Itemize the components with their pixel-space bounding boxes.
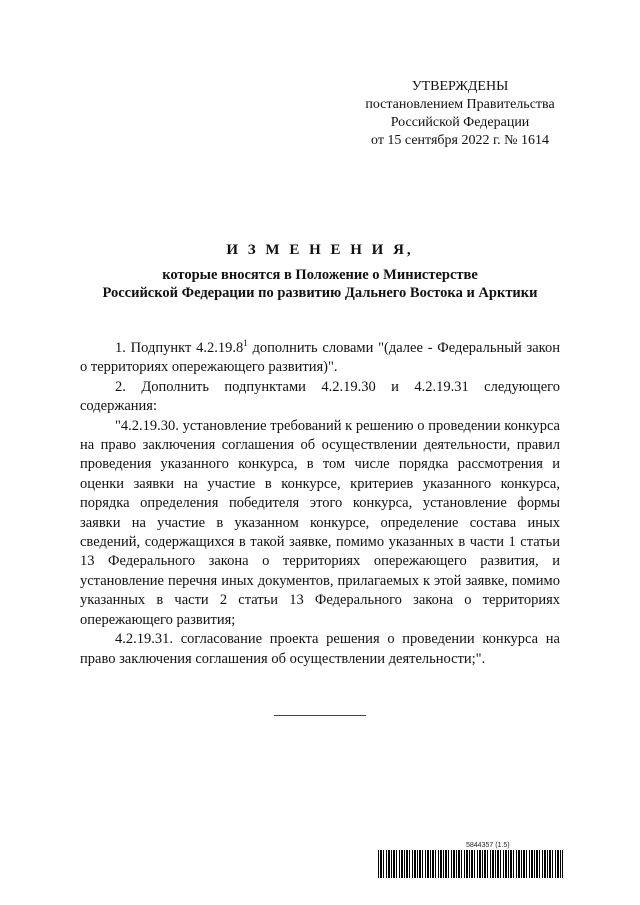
barcode — [378, 850, 563, 878]
approval-decree: постановлением Правительства — [365, 97, 555, 112]
paragraph-2: 2. Дополнить подпунктами 4.2.19.30 и 4.2.19.31 следующего содержания: — [80, 378, 560, 415]
approval-date-number: от 15 сентября 2022 г. № 1614 — [371, 133, 549, 148]
paragraph-1-start: 1. Подпункт 4.2.19.8 — [115, 340, 244, 356]
document-title: И З М Е Н Е Н И Я, — [226, 242, 414, 258]
paragraph-4: 4.2.19.31. согласование проекта решения о проведении конкурса на право заключения соглашения об осуществлении деятельности;". — [80, 631, 560, 667]
document-subtitle — [0, 266, 640, 302]
approval-authority: Российской Федерации — [390, 115, 530, 130]
superscript: 1 — [243, 338, 248, 348]
end-divider — [274, 715, 366, 716]
paragraph-1 — [80, 339, 560, 378]
approval-title: УТВЕРЖДЕНЫ — [411, 79, 509, 94]
approval-block — [330, 78, 590, 150]
barcode-number: 5844357 (1.5) — [466, 842, 510, 849]
paragraph-1-end: дополнить словами "(далее - Федеральный закон о территориях опережающего развития)". — [80, 340, 560, 376]
subtitle-line-1: которые вносятся в Положение о Министерстве — [162, 267, 478, 283]
subtitle-line-2: Российской Федерации по развитию Дальнего Востока и Арктики — [102, 285, 538, 301]
document-body — [80, 339, 560, 669]
paragraph-3: "4.2.19.30. установление требований к решению о проведении конкурса на право заключения соглашения об осуществлении деятельности, правил проведения указанного конкурса, в том числе порядка рассмотрения и оценки заявки на участие в конкурсе, критериев указанного конкурса, порядка определения победителя этого конкурса, установление формы заявки на участие в указанном конкурсе, определение состава иных сведений, содержащихся в такой заявке, помимо указанных в части 1 статьи 13 Федерального закона о территориях опережающего развития, и установление перечня иных документов, прилагаемых к этой заявке, помимо указанных в части 2 статьи 13 Федерального закона о территориях опережающего развития; — [80, 417, 560, 628]
